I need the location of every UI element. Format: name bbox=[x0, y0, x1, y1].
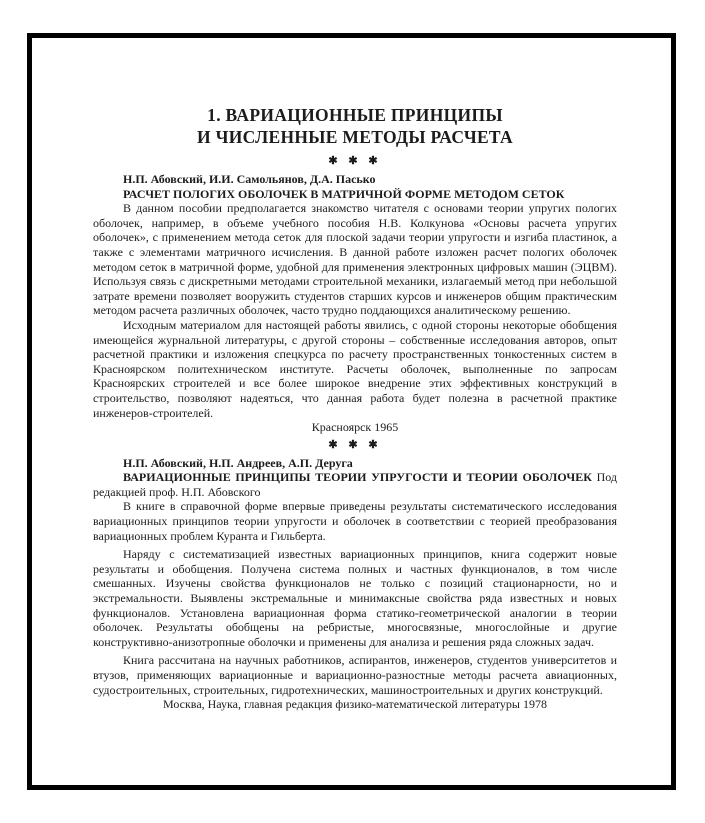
entry-paragraph: Книга рассчитана на научных работников, аспирантов, инженеров, студентов университетов и втузов, применяющих вариационные и вариационно-разностные методы расчета авиационных, судостроительных, строительных, гидротехнических, машиностроительных и других конструкций. bbox=[93, 653, 617, 697]
entry-title-bold: РАСЧЕТ ПОЛОГИХ ОБОЛОЧЕК В МАТРИЧНОЙ ФОРМЕ МЕТОДОМ СЕТОК bbox=[123, 186, 565, 201]
entry-paragraph: Исходным материалом для настоящей работы явились, с одной стороны некоторые обобщения имеющейся журнальной литературы, с другой стороны – собственные исследования авторов, опыт расчетной практики и изложения спецкурса по расчету пространственных тонкостенных систем в Красноярском политехническом институте. Расчеты оболочек, выполненные по запросам Красноярских строителей и все более широкое внедрение этих эффективных конструкций в строительство, позволяют надеяться, что данная работа будет полезна в расчетной практике инженеров-строителей. bbox=[93, 317, 617, 420]
asterisk-separator: ✱ ✱ ✱ bbox=[328, 155, 382, 167]
entry-paragraph: В книге в справочной форме впервые приведены результаты систематического исследования вариационных принципов теории упругости и оболочек в соответствии с теорией преобразования вариационных проблем Куранта и Гильберта. bbox=[93, 499, 617, 543]
section-heading-line1: 1. ВАРИАЦИОННЫЕ ПРИНЦИПЫ bbox=[207, 105, 503, 125]
entry-imprint: Красноярск 1965 bbox=[311, 420, 399, 435]
entry-imprint: Москва, Наука, главная редакция физико-математической литературы 1978 bbox=[162, 697, 547, 712]
entry-authors: Н.П. Абовский, И.И. Самольянов, Д.А. Пасько bbox=[123, 172, 376, 186]
section-heading bbox=[93, 104, 617, 148]
entry-title-suffix: Под редакцией проф. Н.П. Абовского bbox=[93, 470, 618, 499]
page-border-frame bbox=[27, 33, 676, 790]
entry-paragraph: В данном пособии предполагается знакомство читателя с основами теории упругих пологих оболочек, например, в объеме учебного пособия Н.В. Колкунова «Основы расчета упругих оболочек», с применением метода сеток для плоской задачи теории упругости и изгиба пластинок, а также с элементами матричного исчисления. В данной работе изложен расчет пологих оболочек методом сеток в матричной форме, удобной для применения электронных цифровых машин (ЭЦВМ). Используя связь с дискретными методами строительной механики, излагаемый метод при небольшой затрате времени позволяет вооружить студентов старших курсов и инженеров общим практическим методом расчета различных оболочек, часто трудно поддающихся аналитическому решению. bbox=[93, 201, 617, 318]
bibliography-entry bbox=[93, 172, 617, 435]
asterisk-separator: ✱ ✱ ✱ bbox=[328, 438, 382, 451]
entry-authors: Н.П. Абовский, Н.П. Андреев, А.П. Деруга bbox=[123, 455, 353, 470]
entry-title bbox=[93, 187, 617, 202]
section-heading-line2: И ЧИСЛЕННЫЕ МЕТОДЫ РАСЧЕТА bbox=[197, 127, 513, 147]
page-content bbox=[32, 38, 671, 712]
entry-title bbox=[93, 470, 617, 499]
bibliography-entry bbox=[93, 456, 617, 712]
entry-title-bold: ВАРИАЦИОННЫЕ ПРИНЦИПЫ ТЕОРИИ УПРУГОСТИ И ТЕОРИИ ОБОЛОЧЕК bbox=[123, 470, 592, 485]
entry-paragraph: Наряду с систематизацией известных вариационных принципов, книга содержит новые результаты и обобщения. Получена система полных и частных функционалов, в том числе смешанных. Изучены свойства функционалов не только с позиций стационарности, но и экстремальности. Выявлены экстремальные и минимаксные свойства ряда известных и новых функционалов. Установлена вариационная форма статико-геометрической аналогии в теории оболочек. Результаты обобщены на ребристые, многосвязные, многослойные и другие конструктивно-анизотропные оболочки и применены для анализа и решения ряда сложных задач. bbox=[93, 547, 617, 649]
